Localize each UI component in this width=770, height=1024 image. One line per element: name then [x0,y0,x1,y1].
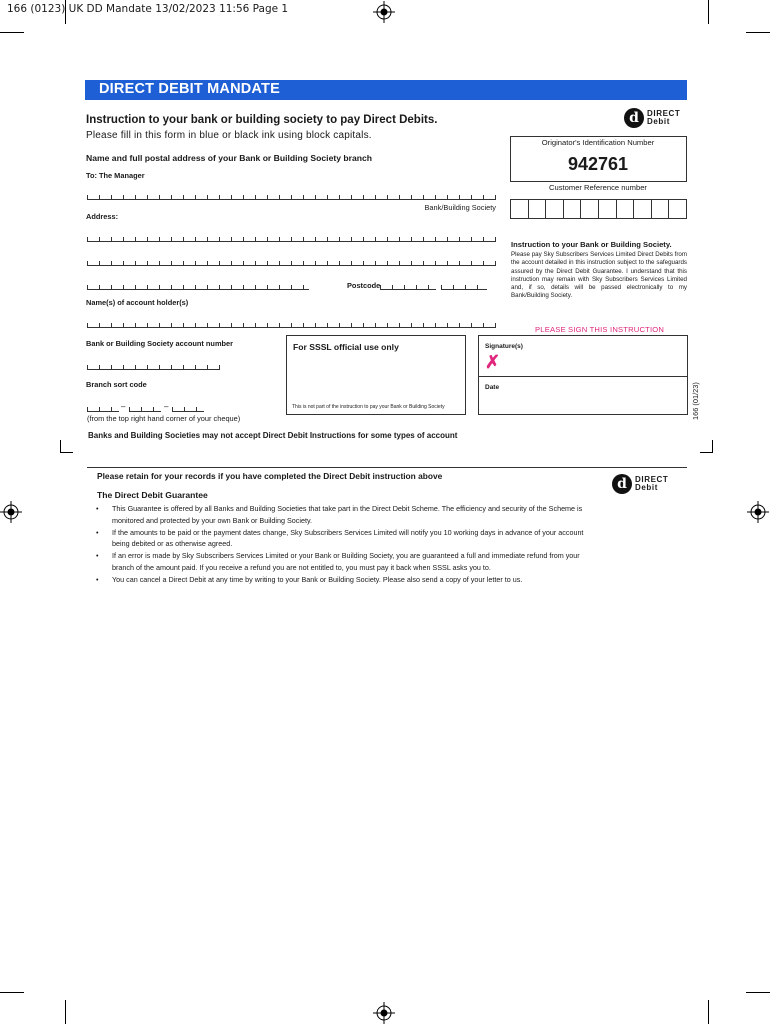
logo-line-1: DIRECT [635,475,669,484]
originator-label: Originator's Identification Number [541,138,655,147]
postcode-label: Postcode [347,281,381,290]
guarantee-item: • You can cancel a Direct Debit at any time by writing to your Bank or Building Society. Please also send a copy of your letter to us. [96,574,586,586]
address-line-1-field[interactable] [87,234,496,242]
account-number-field[interactable] [87,362,220,370]
sort-code-dash: – [164,402,169,411]
date-field[interactable] [483,392,683,412]
to-manager-label: To: The Manager [86,171,145,180]
registration-mark-icon [373,1,395,23]
sort-code-part-1-field[interactable] [87,404,119,412]
signature-field[interactable] [483,353,683,375]
crop-mark [746,32,770,33]
account-types-note: Banks and Building Societies may not accept Direct Debit Instructions for some types of account [88,431,458,440]
official-use-footer: This is not part of the instruction to pay your Bank or Building Society [292,404,445,410]
registration-mark-icon [747,501,769,523]
guarantee-item: • If the amounts to be paid or the payment dates change, Sky Subscribers Services Limited will notify you 10 working days in advance of your account being debited or as otherwise agreed. [96,527,586,551]
direct-debit-logo-icon [612,474,668,494]
date-label: Date [485,384,500,391]
customer-reference-label: Customer Reference number [549,183,647,192]
bank-name-field[interactable] [87,192,496,200]
sort-code-label: Branch sort code [86,380,147,389]
crop-mark [746,992,770,993]
postcode-part-1-field[interactable] [380,282,436,290]
registration-mark-icon [373,1002,395,1024]
sort-code-dash: – [121,402,126,411]
print-header: 166 (0123) UK DD Mandate 13/02/2023 11:56 Page 1 [7,3,289,15]
crop-mark [65,0,66,24]
guarantee-item: • This Guarantee is offered by all Banks and Building Societies that take part in the Direct Debit Scheme. The efficiency and security of the Scheme is monitored and protected by your own Bank or Building Society. [96,503,586,527]
instruction-heading: Instruction to your bank or building society to pay Direct Debits. [86,114,438,126]
account-holders-label: Name(s) of account holder(s) [86,298,189,307]
direct-debit-mark: d [624,108,644,128]
direct-debit-mark: d [612,474,632,494]
crop-mark [700,440,713,453]
guarantee-item: • If an error is made by Sky Subscribers Services Limited or your Bank or Building Society, you are guaranteed a full and immediate refund from your branch of the amount paid. If you receive a refund you are not entitled to, you must pay it back when SSSL asks you to. [96,550,586,574]
retain-note: Please retain for your records if you have completed the Direct Debit instruction above [97,471,443,481]
bank-instruction-title: Instruction to your Bank or Building Society. [511,240,672,249]
address-line-3-field[interactable] [87,282,309,290]
official-use-title: For SSSL official use only [293,342,399,352]
form-code: 166 (01/23) [691,382,700,420]
fill-instructions: Please fill in this form in blue or black ink using block capitals. [86,130,372,141]
crop-mark [60,440,73,453]
crop-mark [65,1000,66,1024]
customer-reference-field[interactable] [510,199,687,219]
logo-line-2: Debit [647,117,670,126]
mandate-title-banner: DIRECT DEBIT MANDATE [85,80,687,100]
signature-date-box [478,335,688,415]
sort-code-note: (from the top right hand corner of your cheque) [87,414,241,423]
guarantee-title: The Direct Debit Guarantee [97,490,208,500]
crop-mark [708,0,709,24]
logo-line-2: Debit [635,483,658,492]
crop-mark [708,1000,709,1024]
sign-instruction-note: PLEASE SIGN THIS INSTRUCTION [535,325,665,334]
signature-x-mark: ✗ [485,352,501,372]
address-line-2-field[interactable] [87,258,496,266]
logo-line-1: DIRECT [647,109,681,118]
address-label: Address: [86,212,119,221]
bank-instruction-text: Please pay Sky Subscribers Services Limited Direct Debits from the account detailed in this instruction subject to the safeguards assured by the Direct Debit Guarantee. I understand that this instruction may remain with Sky Subscribers Services Limited and, if so, details will be passed electronically to my Bank/Building Society. [511,251,687,300]
sort-code-part-2-field[interactable] [129,404,161,412]
originator-number: 942761 [567,154,629,174]
sort-code-part-3-field[interactable] [172,404,204,412]
signature-label: Signature(s) [485,343,523,350]
registration-mark-icon [0,501,22,523]
official-use-box [286,335,466,415]
bank-society-label: Bank/Building Society [424,203,496,212]
account-number-label: Bank or Building Society account number [86,339,234,348]
branch-address-heading: Name and full postal address of your Bank or Building Society branch [86,153,373,163]
crop-mark [0,32,24,33]
guarantee-list [96,503,586,586]
direct-debit-logo-icon [624,108,680,128]
crop-mark [0,992,24,993]
account-holders-field[interactable] [87,320,496,328]
postcode-part-2-field[interactable] [441,282,487,290]
